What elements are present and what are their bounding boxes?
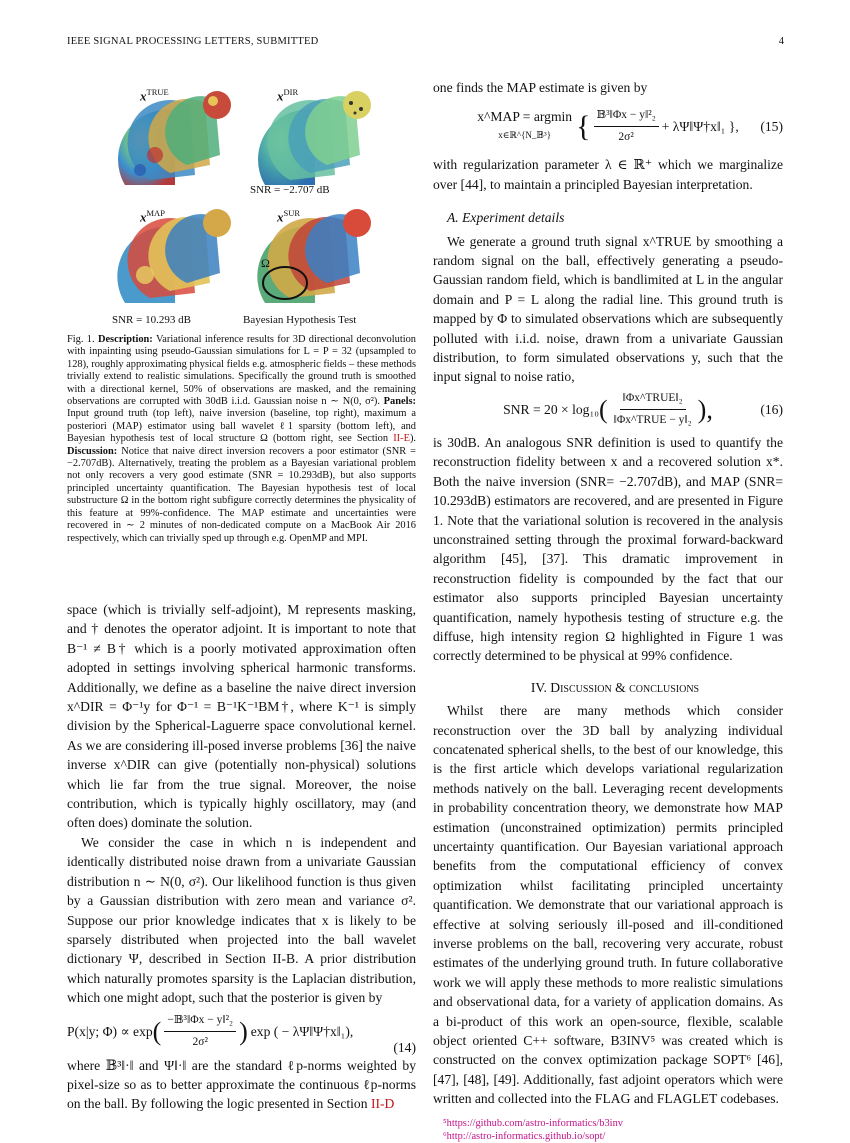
hypothesis-test-label: Bayesian Hypothesis Test <box>243 314 357 326</box>
ball-true-image <box>115 85 235 195</box>
panel-label-map: $x^{MAP}$ <box>140 208 165 225</box>
equation-15: x^MAP = argmin x∈ℝ^{N_𝔹³} { $\frac{\text{𝔹³‖Φx − y‖²₂}}{\text{2σ²}}$ + λΨ‖Ψ†x‖₁ }, (15) <box>433 97 783 155</box>
subsection-heading: A. Experiment details <box>447 210 565 226</box>
footnote-link-b3inv[interactable]: ⁵https://github.com/astro-informatics/b3inv <box>443 1117 623 1129</box>
section-link[interactable]: II-D <box>370 1096 395 1112</box>
panel-label-true: $x^{TRUE}$ <box>140 87 169 104</box>
omega-symbol: Ω <box>261 256 270 270</box>
section-heading: IV. Discussion & conclusions <box>530 679 700 695</box>
paragraph: We generate a ground truth signal x^TRUE by smoothing a random signal on the ball, effectively generating a pseudo-Gaussian random field, which is bandlimited at L in the angular domain and P = L along the radial line. This ground truth is mapped by Φ to simulated observations which are subsequently polluted with i.i.d. noise, drawn from a univariate Gaussian distribution, to form simulated observations y, such that the input signal to noise ratio, <box>433 233 783 385</box>
ball-map-image <box>115 205 235 310</box>
snr-dir-label: SNR = −2.707 dB <box>250 184 330 196</box>
right-column-text <box>433 78 783 1143</box>
paragraph: one finds the MAP estimate is given by <box>433 80 648 95</box>
paragraph: where 𝔹³‖·‖ and Ψ‖·‖ are the standard ℓp-norms weighted by pixel-size so as to better approximate the continuous ℓp-norms on the ball. By following the logic presented in Section II-D <box>67 1057 416 1112</box>
footnotes <box>433 1117 783 1143</box>
paragraph: We consider the case in which n is independent and identically distributed noise drawn from a univariate Gaussian distribution n ∼ N(0, σ²). Our likelihood function is thus given by a Gaussian distribution with zero mean and variance σ². Suppose our prior knowledge indicates that x is likely to be sparsely distributed when projected into the ball wavelet dictionary Ψ, described in Section II-B. A prior distribution which naturally promotes sparsity is the Laplacian distribution, which one might adopt, such that the posterior is given by <box>67 834 416 1006</box>
ball-dir-image <box>255 85 375 195</box>
equation-14: P(x|y; Φ) ∝ exp ( $\frac{\text{−𝔹³‖Φx − y‖²₂}}{\text{2σ²}}$ ) exp ( − λΨ‖Ψ†x‖₁), (14) <box>67 1008 416 1056</box>
section-link[interactable]: II-E <box>393 433 410 445</box>
panel-label-dir: $x^{DIR}$ <box>277 87 299 104</box>
footnote-link-sopt[interactable]: ⁶http://astro-informatics.github.io/sopt/ <box>443 1130 606 1142</box>
panel-label-sur: $x^{SUR}$ <box>277 208 301 225</box>
figure-caption: Fig. 1. Description: Variational inference results for 3D directional deconvolution with inpainting using pseudo-Gaussian simulations for L = P = 32 (upsampled to 128), roughly approximating physical fields e.g. atmospheric fields – these methods trivially extend to realistic simulations. Specifically the ground truth is smoothed with a directional kernel, 50% of observations are masked, and the remaining observations are corrupted with 30dB i.i.d. Gaussian noise n ∼ N(0, σ²). Panels: Input ground truth (top left), naive inversion (baseline, top right), maximum a posteriori (MAP) estimator using ball wavelet ℓ1 sparsity (bottom left), and Bayesian hypothesis test of local structure Ω (bottom right, see Section II-E). Discussion: Notice that naive direct inversion recovers a poor estimator (SNR = −2.707dB). Alternatively, treating the problem as a Bayesian variational problem not only recovers a very good estimate (SNR = 10.293dB), but also supports principled uncertainty quantification. The Bayesian hypothesis test of local substructure Ω in the bottom right subfigure correctly determines the physicality of this feature at 99%-confidence. The MAP estimate and uncertainties were recovered in ∼ 2 minutes of non-dedicated compute on a MacBook Air 2016 respectively, which can trivially sped up through e.g. OpenMP and MPI. <box>67 334 416 544</box>
paragraph: with regularization parameter λ ∈ ℝ⁺ which we marginalize over [44], to maintain a principled Bayesian interpretation. <box>433 157 783 192</box>
page-number: 4 <box>778 36 784 47</box>
left-column-text <box>67 600 416 1114</box>
paragraph: Whilst there are many methods which consider reconstruction over the 3D ball by analyzing individual concatenated spherical shells, to the best of our knowledge, this is the first article which develops variational regularization methods natively on the ball. Leveraging recent developments in probability concentration theory, we demonstrate how MAP estimation (unconstrained optimization) permits principled uncertainty quantification. Our Bayesian variational approach benefits from the computational efficiency of convex optimization whilst facilitating principled uncertainty quantification. We demonstrate that our variational approach is effective at solving seriously ill-posed and ill-conditioned inverse problems on the ball, recovering very accurate, robust estimates of the underlying ground truth. In future collaborative work we will apply these methods to more realistic simulations and observational data, for a variety of application domains. As a bi-product of this work an open-source, flexible, scalable object oriented C++ software, B3INV⁵ was created which is constructed on the convex optimization package SOPT⁶ [46], [47], [48], [49]. Additionally, fast adjoint operators which were written and collected into the FLAG and FLAGLET codebases. <box>433 703 783 1107</box>
snr-map-label: SNR = 10.293 dB <box>112 314 191 326</box>
journal-header: IEEE SIGNAL PROCESSING LETTERS, SUBMITTED <box>67 36 319 47</box>
ball-sur-image <box>255 205 375 310</box>
paragraph: is 30dB. An analogous SNR definition is used to quantify the reconstruction fidelity between x and a recovered solution x*. Both the naive inversion (SNR= −2.707dB), and MAP (SNR= 10.293dB) estimators are recovered, and are presented in Figure 1. Note that the variational solution is recovered in the analysis unconstrained setting through the proximal forward-backward algorithm [45], [37]. This dramatic improvement in reconstruction fidelity is compounded by the fact that our estimator also supports principled Bayesian uncertainty quantification, namely hypothesis testing of structure e.g. the diffuse, high intensity region Ω highlighted in Figure 1 was correctly determined to be physical at 99% confidence. <box>433 434 783 664</box>
paragraph: space (which is trivially self-adjoint), M represents masking, and † denotes the operator adjoint. It is important to note that B⁻¹ ≠ B† which is a poorly motivated approximation often adopted in settings involving spherical harmonic transforms. Additionally, we define as a baseline the naive direct inversion x^DIR = Φ⁻¹y for Φ⁻¹ = B⁻¹K⁻¹BM†, where K⁻¹ is simply division by the Spherical-Laguerre space convolutional kernel. As we are considering ill-posed inverse problems [36] the naive inverse x^DIR can give (potentially non-physical) solutions which lie far from the true signal. Moreover, the noise contribution, which is typically highly oscillatory, may (and often does) dominate the solution. <box>67 602 416 831</box>
equation-16: SNR = 20 × log₁₀ ( $\frac{\text{‖Φx\textasciicircum{}TRUE‖₂}}{\text{‖Φx\textasciicircum{}TRUE − y‖₂}}$ ), (16) <box>433 387 783 433</box>
